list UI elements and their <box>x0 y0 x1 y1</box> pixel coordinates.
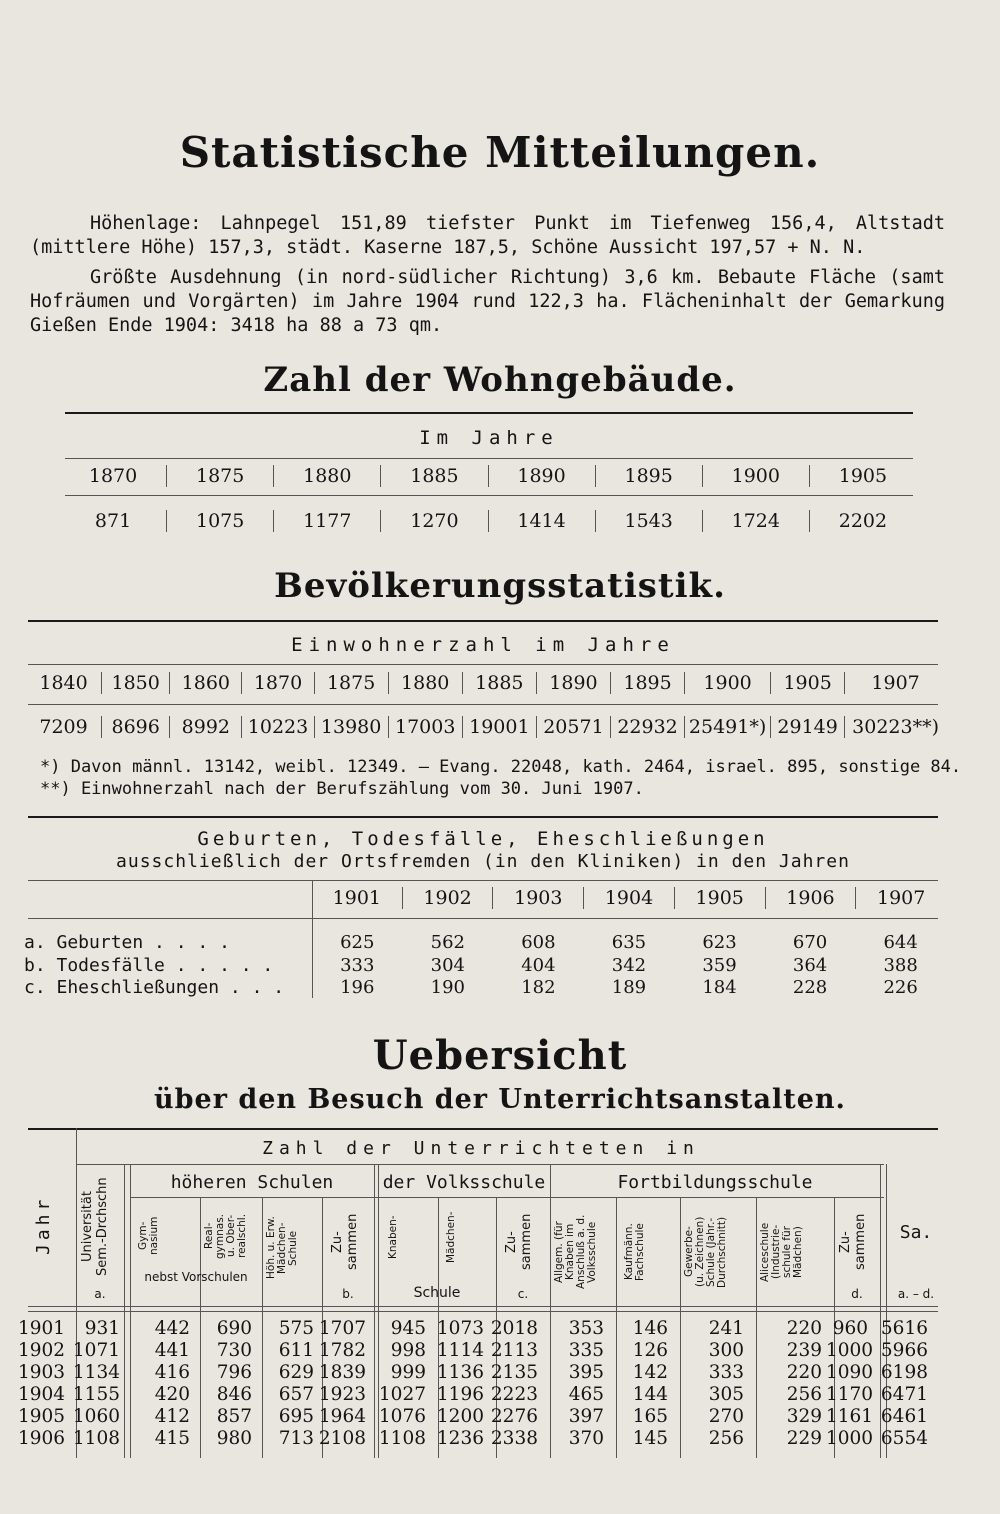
vital-value-cell: 359 <box>702 954 737 976</box>
schools-value-cell: 1196 <box>436 1384 484 1405</box>
schools-value-cell: 353 <box>568 1318 604 1339</box>
population-heading: Bevölkerungsstatistik. <box>274 566 726 606</box>
housing-value-cell: 871 <box>60 510 167 532</box>
housing-year-cell: 1900 <box>703 465 810 487</box>
vital-value-cell: 190 <box>430 977 466 998</box>
vital-mid-rule <box>28 918 938 919</box>
housing-value-cell: 1414 <box>489 510 596 532</box>
housing-value-cell: 1724 <box>703 510 810 532</box>
schools-value-cell: 335 <box>568 1340 604 1361</box>
schools-value-cell: 6554 <box>880 1428 928 1449</box>
population-year-cell: 1840 <box>26 672 102 694</box>
schools-column <box>748 1318 826 1450</box>
population-value-cell: 13980 <box>315 716 389 738</box>
population-caption: Einwohnerzahl im Jahre <box>291 634 675 656</box>
vital-value-cell: 388 <box>883 954 918 976</box>
schools-value-cell: 6198 <box>880 1362 928 1383</box>
schools-value-cell: 415 <box>154 1428 190 1449</box>
population-year-cell: 1905 <box>771 672 845 694</box>
population-year-cell: 1900 <box>685 672 771 694</box>
schools-year-cell: 1903 <box>18 1362 66 1383</box>
housing-year-cell: 1875 <box>167 465 274 487</box>
schools-column <box>66 1318 124 1450</box>
col-volk-sub: c. <box>517 1287 529 1301</box>
vital-value-cell: 189 <box>611 977 647 998</box>
col-jahr-header: Jahr <box>33 1195 54 1255</box>
schools-value-cell: 1027 <box>378 1384 426 1405</box>
schools-value-cell: 370 <box>568 1428 604 1449</box>
vital-rule <box>28 880 938 881</box>
schools-value-cell: 999 <box>390 1362 426 1383</box>
schools-value-cell: 945 <box>390 1318 426 1339</box>
vital-value-cell: 364 <box>792 954 828 976</box>
vital-year-cell: 1906 <box>766 887 857 909</box>
population-value-cell: 7209 <box>26 716 102 738</box>
vital-column <box>765 932 856 1000</box>
col-fort-sub: d. <box>851 1287 863 1301</box>
schools-value-cell: 397 <box>568 1406 604 1427</box>
population-value-cell: 19001 <box>463 716 537 738</box>
population-top-rule <box>28 620 938 622</box>
housing-year-cell: 1870 <box>60 465 167 487</box>
schools-value-cell: 1707 <box>318 1318 366 1339</box>
schools-column <box>608 1318 672 1450</box>
vital-value-cell: 562 <box>430 932 466 953</box>
vital-value-cell: 623 <box>702 932 737 953</box>
schools-value-cell: 2108 <box>318 1428 366 1449</box>
schools-year-cell: 1904 <box>18 1384 66 1405</box>
schools-column <box>256 1318 318 1450</box>
schools-value-cell: 305 <box>708 1384 744 1405</box>
schools-rule-3 <box>28 1306 938 1307</box>
population-year-cell: 1885 <box>463 672 537 694</box>
schools-rule-2 <box>130 1197 884 1198</box>
schools-value-cell: 796 <box>216 1362 252 1383</box>
col-volk-zusammen-header: Zu- sammen <box>504 1213 534 1271</box>
extent-paragraph: Größte Ausdehnung (in nord-südlicher Richtung) 3,6 km. Bebaute Fläche (samt Hofräumen und Vorgärten) im Jahre 1904 rund 122,3 ha. Flächeninhalt der Gemarkung Gießen Ende 1904: 3418 ha 88 a 73 qm. <box>30 267 945 336</box>
group-hoehere-schulen: höheren Schulen <box>170 1172 334 1193</box>
schools-value-cell: 2135 <box>490 1362 538 1383</box>
schools-value-cell: 165 <box>632 1406 668 1427</box>
col-maedchenschule-header: Höh. u. Erw. Mädchen- Schule <box>265 1216 299 1280</box>
population-footnote-1: *) Davon männl. 13142, weibl. 12349. — Evang. 22048, kath. 2464, israel. 895, sonstige 84. <box>40 757 962 777</box>
schools-value-cell: 1090 <box>826 1362 874 1383</box>
col-allgem-header: Allgem. (für Knaben im Anschluß a. d. Volksschule <box>553 1214 598 1290</box>
schools-top-rule <box>28 1128 938 1130</box>
vital-row-label: c. Eheschließungen . . . <box>24 977 285 998</box>
schools-value-cell: 5966 <box>880 1340 928 1361</box>
housing-top-rule <box>65 412 913 414</box>
vital-value-cell: 404 <box>521 954 556 976</box>
population-year-cell: 1907 <box>871 672 920 694</box>
schools-value-cell: 6471 <box>880 1384 928 1405</box>
schools-year-cell: 1905 <box>18 1406 66 1427</box>
schools-value-cell: 395 <box>568 1362 604 1383</box>
schools-value-cell: 142 <box>632 1362 668 1383</box>
schools-value-cell: 229 <box>786 1428 822 1449</box>
schools-value-cell: 5616 <box>880 1318 928 1339</box>
schools-value-cell: 1076 <box>378 1406 426 1427</box>
vital-caption-2: ausschließlich der Ortsfremden (in den Kliniken) in den Jahren <box>116 851 850 872</box>
elevation-paragraph: Höhenlage: Lahnpegel 151,89 tiefster Punkt im Tiefenweg 156,4, Altstadt (mittlere Höhe) 157,3, städt. Kaserne 187,5, Schöne Aussicht 197,57 + N. N. <box>30 213 945 258</box>
population-value-cell: 22932 <box>611 716 685 738</box>
schools-value-cell: 690 <box>216 1318 252 1339</box>
vital-column <box>312 932 403 1000</box>
population-value-cell: 10223 <box>242 716 314 738</box>
population-year-cell: 1895 <box>611 672 685 694</box>
schools-column <box>370 1318 430 1450</box>
schools-value-cell: 657 <box>278 1384 314 1405</box>
schools-column <box>488 1318 542 1450</box>
housing-values-row <box>60 510 916 532</box>
housing-caption: Im Jahre <box>419 427 559 449</box>
schools-value-cell: 126 <box>632 1340 668 1361</box>
population-year-cell: 1875 <box>315 672 389 694</box>
schools-column <box>430 1318 488 1450</box>
schools-value-cell: 695 <box>278 1406 314 1427</box>
schools-value-cell: 931 <box>84 1318 120 1339</box>
vital-value-cell: 608 <box>521 932 556 953</box>
schools-value-cell: 2018 <box>490 1318 538 1339</box>
schools-value-cell: 2113 <box>490 1340 538 1361</box>
schools-rule-4 <box>28 1311 938 1312</box>
schools-value-cell: 846 <box>216 1384 252 1405</box>
schools-value-cell: 998 <box>390 1340 426 1361</box>
col-alice-header: Aliceschule (Industrie- schule für Mädchen) <box>759 1222 804 1282</box>
housing-value-cell: 1177 <box>274 510 381 532</box>
schools-table-body <box>18 1318 944 1450</box>
col-summe-sub: a. – d. <box>897 1287 935 1301</box>
group-fortbildungsschule: Fortbildungsschule <box>617 1172 813 1193</box>
population-year-cell: 1880 <box>389 672 463 694</box>
schools-value-cell: 220 <box>786 1318 822 1339</box>
population-value-cell: 8696 <box>102 716 170 738</box>
vital-row-label: a. Geburten . . . . <box>24 932 230 953</box>
vital-years-row <box>312 887 946 909</box>
vital-value-cell: 644 <box>883 932 918 953</box>
vital-row-label: b. Todesfälle . . . . . <box>24 954 274 976</box>
schools-year-cell: 1902 <box>18 1340 66 1361</box>
col-volk-schule: Schule <box>413 1285 461 1301</box>
population-years-row <box>26 672 946 694</box>
population-value-cell: 17003 <box>389 716 463 738</box>
housing-value-cell: 1075 <box>167 510 274 532</box>
vital-value-cell: 304 <box>430 954 466 976</box>
schools-value-cell: 1000 <box>826 1428 874 1449</box>
housing-value-cell: 1270 <box>381 510 488 532</box>
schools-value-cell: 144 <box>632 1384 668 1405</box>
vital-column <box>855 932 946 1000</box>
col-fort-zusammen-header: Zu- sammen <box>838 1213 868 1271</box>
vital-column <box>584 932 675 1000</box>
schools-value-cell: 256 <box>786 1384 822 1405</box>
schools-column <box>872 1318 932 1450</box>
col-knaben-header: Knaben- <box>387 1215 399 1259</box>
schools-value-cell: 575 <box>278 1318 314 1339</box>
population-year-cell: 1870 <box>242 672 314 694</box>
vital-values <box>312 932 946 1000</box>
col-summe-header: Sa. <box>899 1222 933 1243</box>
schools-value-cell: 256 <box>708 1428 744 1449</box>
schools-value-cell: 300 <box>708 1340 744 1361</box>
vital-year-cell: 1902 <box>403 887 494 909</box>
population-value-cell: 25491*) <box>685 716 771 738</box>
vital-value-cell: 625 <box>340 932 375 953</box>
schools-value-cell: 412 <box>154 1406 190 1427</box>
housing-years-row <box>60 465 916 487</box>
col-nebst-vorschulen: nebst Vorschulen <box>144 1270 248 1284</box>
schools-value-cell: 270 <box>708 1406 744 1427</box>
vital-column <box>674 932 765 1000</box>
schools-value-cell: 1839 <box>318 1362 366 1383</box>
col-realgymnasium-header: Real- gymnas. u. Ober- realschl. <box>203 1213 248 1259</box>
vital-value-cell: 333 <box>340 954 375 976</box>
schools-column <box>194 1318 256 1450</box>
page-title: Statistische Mitteilungen. <box>179 128 821 177</box>
vital-value-cell: 196 <box>340 977 375 998</box>
schools-value-cell: 730 <box>216 1340 252 1361</box>
schools-value-cell: 1923 <box>318 1384 366 1405</box>
housing-mid-rule <box>65 495 913 496</box>
housing-year-cell: 1885 <box>381 465 488 487</box>
schools-value-cell: 416 <box>154 1362 190 1383</box>
schools-value-cell: 1964 <box>318 1406 366 1427</box>
housing-heading: Zahl der Wohngebäude. <box>263 360 737 400</box>
schools-value-cell: 2223 <box>490 1384 538 1405</box>
vital-row-labels <box>24 932 284 1000</box>
housing-year-cell: 1895 <box>596 465 703 487</box>
vital-value-cell: 226 <box>883 977 918 998</box>
schools-value-cell: 980 <box>216 1428 252 1449</box>
vital-value-cell: 184 <box>702 977 737 998</box>
housing-rule <box>65 458 913 459</box>
schools-value-cell: 1200 <box>436 1406 484 1427</box>
schools-subheading: über den Besuch der Unterrichtsanstalten. <box>154 1084 846 1115</box>
housing-year-cell: 1890 <box>489 465 596 487</box>
schools-value-cell: 1170 <box>826 1384 874 1405</box>
group-volksschule: der Volksschule <box>382 1172 546 1193</box>
population-rule <box>28 664 938 665</box>
population-value-cell: 30223**) <box>852 716 939 738</box>
schools-value-cell: 629 <box>278 1362 314 1383</box>
schools-value-cell: 329 <box>786 1406 822 1427</box>
schools-column <box>672 1318 748 1450</box>
schools-value-cell: 1073 <box>436 1318 484 1339</box>
population-year-cell: 1860 <box>170 672 242 694</box>
schools-value-cell: 146 <box>632 1318 668 1339</box>
schools-value-cell: 333 <box>708 1362 744 1383</box>
vital-top-rule <box>28 816 938 818</box>
col-hoeher-sub: b. <box>342 1287 354 1301</box>
schools-value-cell: 420 <box>154 1384 190 1405</box>
schools-value-cell: 960 <box>832 1318 868 1339</box>
schools-value-cell: 1000 <box>826 1340 874 1361</box>
schools-column <box>18 1318 66 1450</box>
population-year-cell: 1890 <box>537 672 611 694</box>
schools-rule-1 <box>76 1164 884 1165</box>
housing-year-cell: 1905 <box>838 465 888 487</box>
vital-value-cell: 182 <box>521 977 556 998</box>
schools-value-cell: 713 <box>278 1428 314 1449</box>
schools-value-cell: 2276 <box>490 1406 538 1427</box>
schools-heading: Uebersicht <box>372 1032 628 1079</box>
vital-year-cell: 1904 <box>584 887 675 909</box>
schools-value-cell: 1071 <box>72 1340 120 1361</box>
vital-year-cell: 1901 <box>312 887 403 909</box>
col-universitaet-sub: a. <box>94 1287 106 1301</box>
population-footnote-2: **) Einwohnerzahl nach der Berufszählung vom 30. Juni 1907. <box>40 779 644 799</box>
vital-value-cell: 670 <box>792 932 828 953</box>
population-value-cell: 20571 <box>537 716 611 738</box>
schools-year-cell: 1906 <box>18 1428 66 1449</box>
schools-value-cell: 1108 <box>378 1428 426 1449</box>
vital-caption-1: Geburten, Todesfälle, Eheschließungen <box>197 828 769 850</box>
col-maedchen-header: Mädchen- <box>445 1211 457 1263</box>
vital-year-cell: 1905 <box>675 887 766 909</box>
schools-value-cell: 220 <box>786 1362 822 1383</box>
vital-value-cell: 228 <box>792 977 828 998</box>
schools-value-cell: 6461 <box>880 1406 928 1427</box>
population-mid-rule <box>28 704 938 705</box>
population-value-cell: 8992 <box>170 716 242 738</box>
vital-column <box>493 932 584 1000</box>
population-value-cell: 29149 <box>771 716 845 738</box>
schools-value-cell: 442 <box>154 1318 190 1339</box>
population-values-row <box>26 716 946 738</box>
schools-value-cell: 239 <box>786 1340 822 1361</box>
schools-value-cell: 1236 <box>436 1428 484 1449</box>
schools-value-cell: 1136 <box>436 1362 484 1383</box>
vital-divider <box>312 880 313 998</box>
population-year-cell: 1850 <box>102 672 170 694</box>
schools-value-cell: 1161 <box>826 1406 874 1427</box>
schools-value-cell: 1060 <box>72 1406 120 1427</box>
vital-year-cell: 1903 <box>493 887 584 909</box>
schools-value-cell: 465 <box>568 1384 604 1405</box>
schools-value-cell: 1114 <box>436 1340 484 1361</box>
schools-value-cell: 1134 <box>72 1362 120 1383</box>
schools-column <box>124 1318 194 1450</box>
schools-value-cell: 1108 <box>72 1428 120 1449</box>
vital-value-cell: 342 <box>611 954 647 976</box>
schools-value-cell: 145 <box>632 1428 668 1449</box>
col-gewerbe-header: Gewerbe- (u. Zeichnen) Schule (Jahr.- Durchschnitt) <box>683 1216 728 1288</box>
schools-value-cell: 1782 <box>318 1340 366 1361</box>
schools-value-cell: 1155 <box>72 1384 120 1405</box>
schools-value-cell: 611 <box>278 1340 314 1361</box>
vital-value-cell: 635 <box>611 932 647 953</box>
schools-value-cell: 2338 <box>490 1428 538 1449</box>
schools-column <box>318 1318 370 1450</box>
housing-value-cell: 2202 <box>838 510 888 532</box>
schools-value-cell: 241 <box>708 1318 744 1339</box>
schools-caption: Zahl der Unterrichteten in <box>262 1138 700 1159</box>
col-hoeher-zusammen-header: Zu- sammen <box>330 1213 360 1271</box>
col-kaufm-header: Kaufmänn. Fachschule <box>623 1223 646 1281</box>
vital-year-cell: 1907 <box>876 887 926 909</box>
col-universitaet-header: Universität Sem.-Drchschn <box>80 1177 110 1277</box>
schools-column <box>826 1318 872 1450</box>
schools-value-cell: 857 <box>216 1406 252 1427</box>
schools-value-cell: 441 <box>154 1340 190 1361</box>
vital-column <box>403 932 494 1000</box>
housing-value-cell: 1543 <box>596 510 703 532</box>
schools-column <box>542 1318 608 1450</box>
housing-year-cell: 1880 <box>274 465 381 487</box>
col-gymnasium-header: Gym- nasium <box>137 1216 160 1256</box>
schools-year-cell: 1901 <box>18 1318 66 1339</box>
